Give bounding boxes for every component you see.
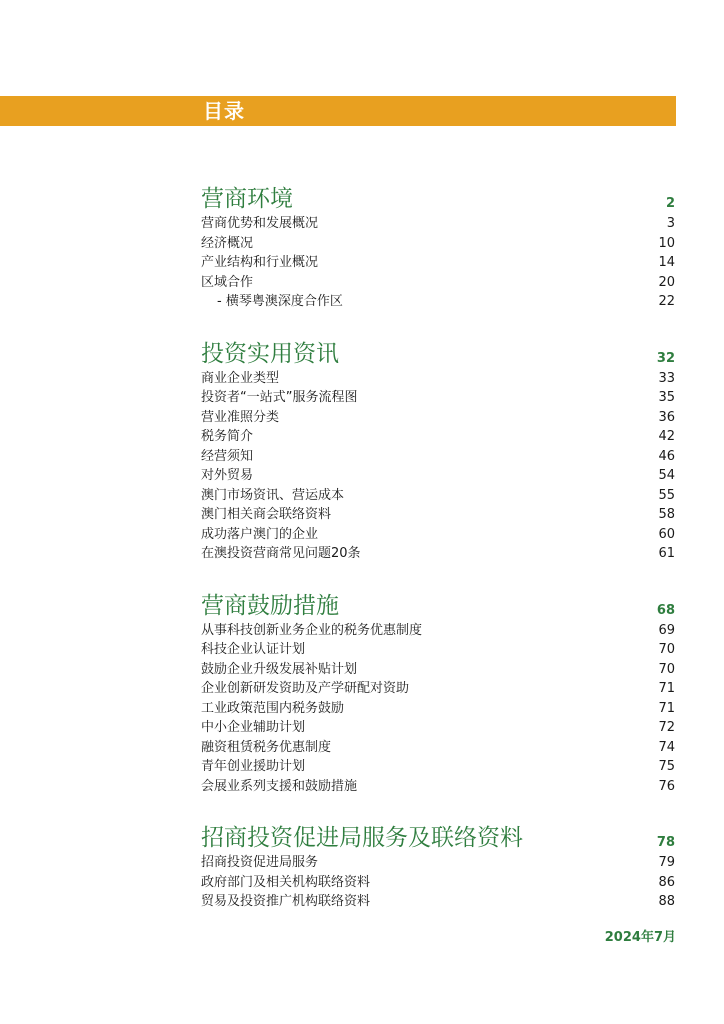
entry-label: 会展业系列支援和鼓励措施 — [201, 778, 358, 794]
entry-page-number: 33 — [658, 370, 675, 386]
entry-label: 税务简介 — [201, 429, 254, 444]
toc-entry[interactable] — [201, 738, 675, 758]
toc-entry[interactable] — [201, 718, 675, 738]
toc-entry[interactable] — [201, 777, 675, 797]
toc-entry[interactable] — [201, 447, 675, 467]
toc-entry[interactable] — [201, 292, 675, 312]
entry-label: 经营须知 — [201, 448, 254, 464]
entry-label: 贸易及投资推广机构联络资料 — [201, 894, 371, 909]
toc-entry[interactable] — [201, 486, 675, 506]
entry-label: 对外贸易 — [201, 468, 254, 483]
entry-label: 招商投资促进局服务 — [201, 855, 319, 870]
toc-entry[interactable] — [201, 214, 675, 234]
toc-section-heading[interactable] — [201, 823, 675, 853]
entry-page-number: 74 — [658, 739, 675, 755]
entry-label: 融资租赁税务优惠制度 — [201, 739, 332, 755]
entry-label: 营商优势和发展概况 — [201, 216, 319, 231]
entry-label: 澳门相关商会联络资料 — [201, 507, 332, 522]
entry-page-number: 69 — [658, 622, 675, 638]
page-title: 目录 — [203, 99, 245, 123]
entry-page-number: 88 — [658, 894, 675, 909]
toc-entry[interactable] — [201, 544, 675, 564]
entry-page-number: 61 — [658, 546, 675, 561]
toc-entry[interactable] — [201, 525, 675, 545]
section-title: 招商投资促进局服务及联络资料 — [201, 825, 523, 851]
entry-page-number: 42 — [658, 429, 675, 444]
toc-entry[interactable] — [201, 679, 675, 699]
section-page-number: 78 — [656, 835, 675, 850]
section-title: 投资实用资讯 — [201, 340, 339, 367]
entry-page-number: 22 — [658, 294, 675, 309]
entry-label: 区域合作 — [201, 274, 254, 290]
entry-label: 青年创业援助计划 — [201, 759, 306, 774]
toc-entry[interactable] — [201, 640, 675, 660]
toc-header-banner — [0, 96, 676, 126]
entry-page-number: 55 — [658, 487, 675, 503]
toc-entry[interactable] — [201, 253, 675, 273]
toc-section — [201, 339, 675, 564]
publication-date: 2024年7月 — [604, 930, 676, 945]
entry-page-number: 35 — [658, 390, 675, 405]
entry-page-number: 14 — [658, 255, 675, 270]
entry-page-number: 71 — [658, 700, 675, 716]
entry-page-number: 60 — [658, 526, 675, 542]
entry-label: 中小企业辅助计划 — [201, 720, 306, 735]
entry-page-number: 72 — [658, 720, 675, 735]
entry-page-number: 58 — [658, 507, 675, 522]
entry-label: 投资者“一站式”服务流程图 — [201, 390, 358, 405]
toc-entry[interactable] — [201, 892, 675, 912]
section-page-number: 2 — [665, 196, 675, 211]
entry-page-number: 71 — [658, 681, 675, 696]
entry-page-number: 36 — [658, 409, 675, 425]
entry-page-number: 46 — [658, 448, 675, 464]
toc-section — [201, 823, 675, 912]
toc-entry[interactable] — [201, 273, 675, 293]
entry-label: 政府部门及相关机构联络资料 — [201, 874, 371, 890]
entry-label: 工业政策范围内税务鼓励 — [201, 700, 345, 716]
entry-page-number: 20 — [658, 274, 675, 290]
entry-page-number: 70 — [658, 661, 675, 677]
entry-label: 经济概况 — [201, 235, 254, 251]
entry-page-number: 76 — [658, 778, 675, 794]
toc-section — [201, 184, 675, 312]
toc-entry[interactable] — [201, 699, 675, 719]
entry-label: 商业企业类型 — [201, 370, 280, 386]
entry-label: 营业准照分类 — [201, 409, 280, 425]
section-title: 营商环境 — [201, 186, 293, 212]
entry-label: 科技企业认证计划 — [201, 642, 306, 657]
section-page-number: 68 — [656, 602, 675, 618]
toc-entry[interactable] — [201, 466, 675, 486]
toc-entry[interactable] — [201, 408, 675, 428]
toc-entry[interactable] — [201, 234, 675, 254]
toc-section-heading[interactable] — [201, 184, 675, 214]
toc-entry[interactable] — [201, 873, 675, 893]
toc-entry[interactable] — [201, 388, 675, 408]
entry-label: 从事科技创新业务企业的税务优惠制度 — [201, 622, 423, 638]
section-title: 营商鼓励措施 — [201, 592, 339, 619]
toc-entry[interactable] — [201, 369, 675, 389]
entry-label: 鼓励企业升级发展补贴计划 — [201, 661, 358, 677]
entry-page-number: 54 — [658, 468, 675, 483]
entry-label: 企业创新研发资助及产学研配对资助 — [201, 681, 410, 696]
toc-section — [201, 591, 675, 797]
entry-page-number: 3 — [666, 216, 675, 231]
entry-page-number: 70 — [658, 642, 675, 657]
entry-label: 在澳投资营商常见问题20条 — [201, 546, 361, 561]
toc-entry[interactable] — [201, 427, 675, 447]
entry-page-number: 10 — [658, 235, 675, 251]
toc-section-heading[interactable] — [201, 339, 675, 369]
toc-entry[interactable] — [201, 621, 675, 641]
entry-page-number: 86 — [658, 874, 675, 890]
toc-entry[interactable] — [201, 505, 675, 525]
entry-label: 澳门市场资讯、营运成本 — [201, 487, 345, 503]
entry-page-number: 75 — [658, 759, 675, 774]
toc-entry[interactable] — [201, 757, 675, 777]
entry-label: 成功落户澳门的企业 — [201, 526, 319, 542]
entry-page-number: 79 — [658, 855, 675, 870]
toc-entry[interactable] — [201, 660, 675, 680]
entry-label: - 横琴粤澳深度合作区 — [217, 294, 343, 309]
toc-section-heading[interactable] — [201, 591, 675, 621]
section-page-number: 32 — [656, 350, 675, 366]
entry-label: 产业结构和行业概况 — [201, 255, 319, 270]
toc-entry[interactable] — [201, 853, 675, 873]
table-of-contents — [201, 184, 675, 939]
